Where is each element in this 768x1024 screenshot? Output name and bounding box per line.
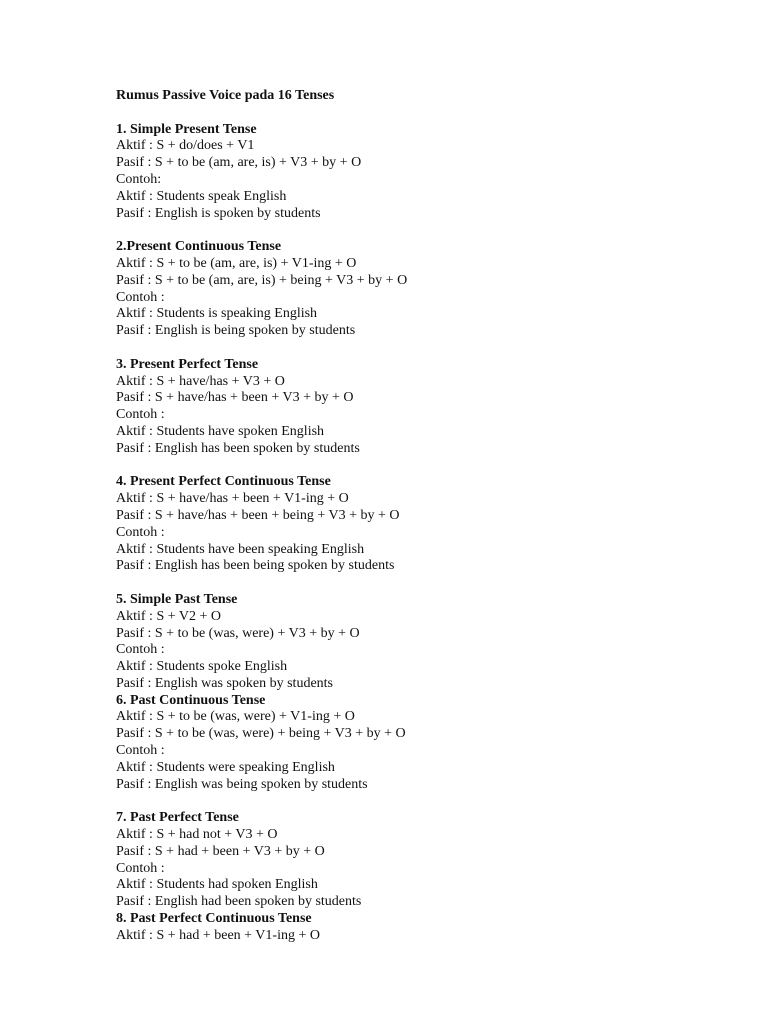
section-heading: 8. Past Perfect Continuous Tense [116, 911, 312, 927]
contoh-label: Contoh : [116, 407, 165, 423]
aktif-formula: Aktif : S + to be (was, were) + V1-ing + O [116, 709, 355, 725]
section-heading: 2.Present Continuous Tense [116, 239, 282, 255]
aktif-formula: Aktif : S + to be (am, are, is) + V1-ing + O [116, 255, 357, 271]
aktif-example: Aktif : Students spoke English [116, 659, 288, 675]
aktif-formula: Aktif : S + do/does + V1 [116, 138, 255, 154]
contoh-label: Contoh : [116, 860, 165, 876]
tense-section-6 [116, 693, 736, 794]
pasif-example: Pasif : English has been spoken by students [116, 440, 360, 456]
contoh-label: Contoh : [116, 289, 165, 305]
aktif-example: Aktif : Students had spoken English [116, 877, 318, 893]
aktif-example: Aktif : Students have spoken English [116, 423, 325, 439]
pasif-formula: Pasif : S + to be (am, are, is) + V3 + by + O [116, 155, 362, 171]
pasif-formula: Pasif : S + have/has + been + being + V3 + by + O [116, 507, 400, 523]
tense-section-2 [116, 239, 736, 340]
aktif-formula: Aktif : S + had not + V3 + O [116, 827, 278, 843]
pasif-formula: Pasif : S + to be (was, were) + V3 + by + O [116, 625, 360, 641]
tense-section-4 [116, 474, 736, 575]
aktif-example: Aktif : Students is speaking English [116, 306, 318, 322]
tense-section-1 [116, 122, 736, 223]
section-heading: 3. Present Perfect Tense [116, 356, 259, 372]
pasif-example: Pasif : English is being spoken by students [116, 323, 356, 339]
aktif-example: Aktif : Students were speaking English [116, 759, 335, 775]
pasif-example: Pasif : English had been spoken by students [116, 894, 362, 910]
section-heading: 1. Simple Present Tense [116, 121, 257, 137]
pasif-example: Pasif : English has been being spoken by students [116, 558, 395, 574]
pasif-example: Pasif : English was being spoken by students [116, 776, 368, 792]
section-heading: 5. Simple Past Tense [116, 591, 238, 607]
contoh-label: Contoh : [116, 524, 165, 540]
contoh-label: Contoh : [116, 642, 165, 658]
tense-section-5 [116, 592, 736, 693]
section-heading: 6. Past Continuous Tense [116, 692, 266, 708]
aktif-formula: Aktif : S + have/has + V3 + O [116, 373, 285, 389]
document-title: Rumus Passive Voice pada 16 Tenses [116, 88, 335, 103]
tense-section-3 [116, 357, 736, 458]
aktif-formula: Aktif : S + had + been + V1-ing + O [116, 927, 320, 943]
aktif-formula: Aktif : S + V2 + O [116, 608, 221, 624]
section-heading: 4. Present Perfect Continuous Tense [116, 474, 331, 490]
tense-section-7 [116, 810, 736, 911]
pasif-example: Pasif : English was spoken by students [116, 675, 333, 691]
tense-section-8 [116, 911, 736, 945]
contoh-label: Contoh : [116, 743, 165, 759]
pasif-formula: Pasif : S + have/has + been + V3 + by + O [116, 390, 354, 406]
pasif-formula: Pasif : S + to be (was, were) + being + V3 + by + O [116, 726, 406, 742]
document-page [116, 88, 736, 945]
pasif-example: Pasif : English is spoken by students [116, 205, 321, 221]
aktif-formula: Aktif : S + have/has + been + V1-ing + O [116, 491, 349, 507]
aktif-example: Aktif : Students speak English [116, 188, 287, 204]
pasif-formula: Pasif : S + had + been + V3 + by + O [116, 843, 325, 859]
aktif-example: Aktif : Students have been speaking English [116, 541, 365, 557]
contoh-label: Contoh: [116, 171, 162, 187]
pasif-formula: Pasif : S + to be (am, are, is) + being + V3 + by + O [116, 272, 408, 288]
section-heading: 7. Past Perfect Tense [116, 810, 239, 826]
